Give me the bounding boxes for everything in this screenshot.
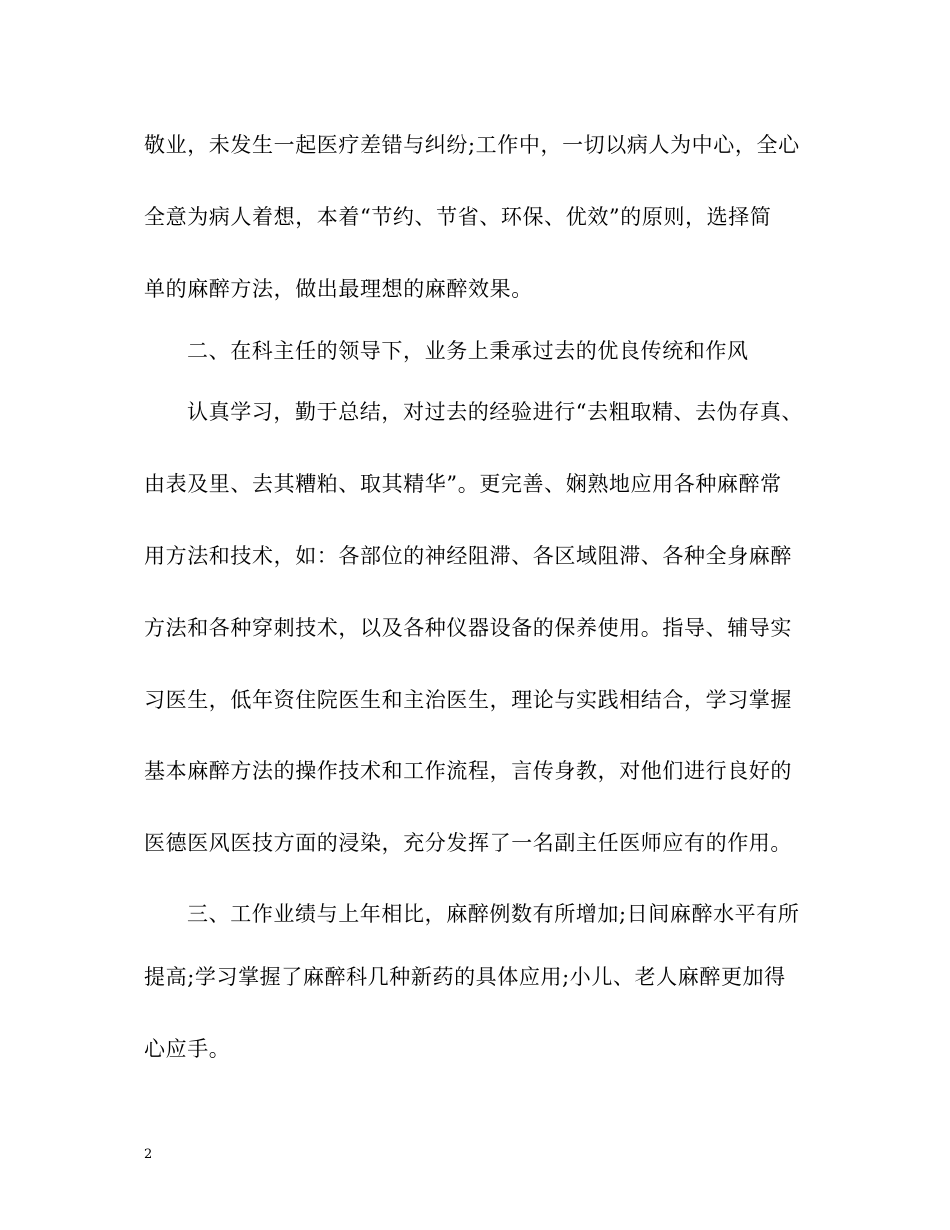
text-line: 基本麻醉方法的操作技术和工作流程，言传身教，对他们进行良好的 — [144, 759, 792, 783]
text-line: 习医生，低年资住院医生和主治医生，理论与实践相结合，学习掌握 — [144, 688, 792, 712]
page-number: 2 — [144, 1147, 153, 1162]
section-heading: 二、在科主任的领导下，业务上秉承过去的优良传统和作风 — [187, 339, 749, 363]
text-line: 认真学习，勤于总结，对过去的经验进行“去粗取精、去伪存真、 — [187, 400, 804, 424]
text-line: 医德医风医技方面的浸染，充分发挥了一名副主任医师应有的作用。 — [144, 831, 792, 855]
text-line: 用方法和技术，如：各部位的神经阻滞、各区域阻滞、各种全身麻醉 — [144, 544, 792, 568]
text-line: 心应手。 — [144, 1037, 231, 1061]
text-line: 单的麻醉方法，做出最理想的麻醉效果。 — [144, 277, 533, 301]
text-line: 方法和各种穿刺技术，以及各种仪器设备的保养使用。指导、辅导实 — [144, 616, 792, 640]
text-line: 由表及里、去其糟粕、取其精华”。更完善、娴熟地应用各种麻醉常 — [144, 472, 782, 496]
text-line: 提高;学习掌握了麻醉科几种新药的具体应用;小儿、老人麻醉更加得 — [144, 965, 786, 989]
text-line: 全意为病人着想，本着“节约、节省、环保、优效”的原则，选择简 — [144, 205, 772, 229]
text-line: 敬业，未发生一起医疗差错与纠纷;工作中，一切以病人为中心，全心 — [144, 133, 800, 157]
section-heading: 三、工作业绩与上年相比，麻醉例数有所增加;日间麻醉水平有所 — [187, 902, 800, 926]
